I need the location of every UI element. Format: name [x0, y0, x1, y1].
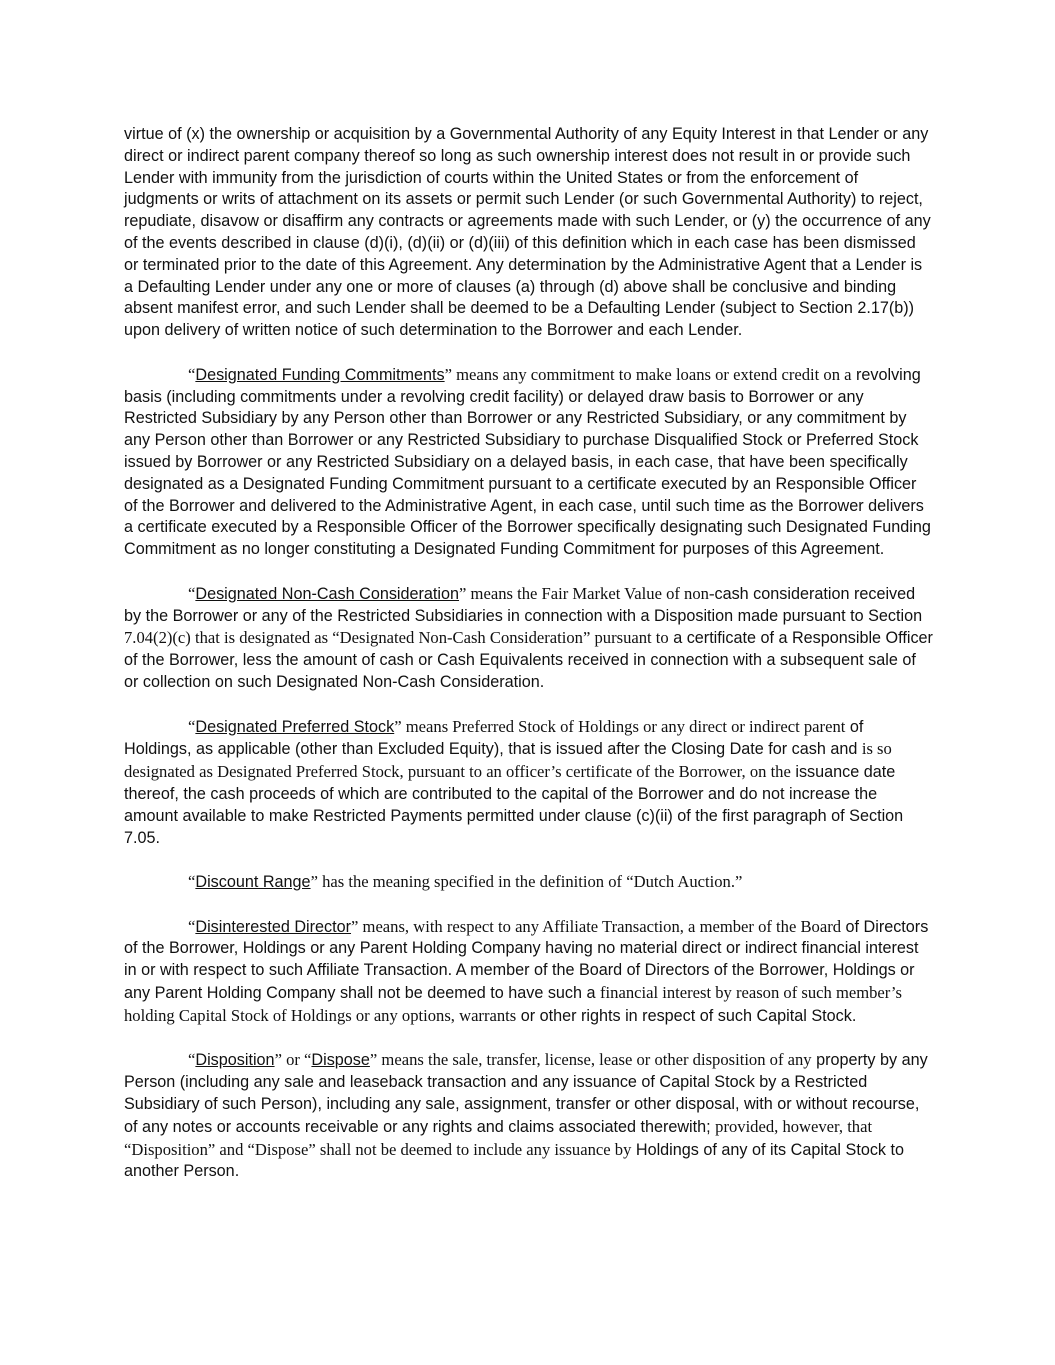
definition-lead: means Preferred Stock of Holdings or any direct or indirect parent	[401, 716, 846, 736]
defined-term: Disinterested Director	[195, 917, 352, 936]
definition-lead: means any commitment to make loans or extend credit on a	[451, 364, 852, 384]
definition-lead: has the meaning specified in the definition of “Dutch Auction.”	[317, 872, 743, 892]
definition-body-b: financial interest by reason of such member’s holding Capital Stock of Holdings or any options, warrants	[124, 983, 903, 1025]
definition-lead: means the Fair Market Value of non-	[466, 583, 715, 603]
close-quote: ”	[310, 872, 318, 892]
paragraph-text: virtue of (x) the ownership or acquisition by a Governmental Authority of any Equity Interest in that Lender or any direct or indirect parent company thereof so long as such ownership interest does not result in or provide such Lender with immunity from the jurisdiction of courts within the United States or from the enforcement of judgments or writs of attachment on its assets or permit such Lender (or such Governmental Authority) to reject, repudiate, disavow or disaffirm any contracts or agreements made with such Lender, or (y) the occurrence of any of the events described in clause (d)(i), (d)(ii) or (d)(iii) of this definition which in each case has been dismissed or terminated prior to the date of this Agreement. Any determination by the Administrative Agent that a Lender is a Defaulting Lender under any one or more of clauses (a) through (d) above shall be conclusive and binding absent manifest error, and such Lender shall be deemed to be a Defaulting Lender (subject to Section 2.17(b)) upon delivery of written notice of such determination to the Borrower and each Lender.	[124, 125, 931, 340]
open-quote: “	[188, 1050, 196, 1070]
defined-term-2: Dispose	[311, 1051, 370, 1070]
definition-body-b: is so designated as Designated Preferred Stock, pursuant to an officer’s certificate of the Borrower, on the	[124, 739, 892, 782]
open-quote: “	[188, 583, 196, 603]
close-quote: ”	[459, 583, 467, 603]
definition-body-c: issuance date thereof, the cash proceeds of which are contributed to the capital of the Borrower and do not increase the amount available to make Restricted Payments permitted under clause (c)(ii) of the first paragraph of Section 7.05.	[124, 763, 904, 847]
definition-designated-preferred-stock	[124, 716, 934, 850]
defined-term: Designated Non-Cash Consideration	[195, 584, 460, 603]
definition-discount-range	[124, 871, 934, 894]
definition-body: revolving basis (including commitments under a revolving credit facility) or delayed draw basis to Borrower or any Restricted Subsidiary by any Person other than Borrower or any Restricted Subsidiary, or any commitment by any Person other than Borrower or any Restricted Subsidiary to purchase Disqualified Stock or Preferred Stock issued by Borrower or any Restricted Subsidiary on a delayed basis, in each case, that have been specifically designated as a Designated Funding Commitment pursuant to a certificate executed by an Responsible Officer of the Borrower and delivered to the Administrative Agent, in each case, until such time as the Borrower delivers a certificate executed by a Responsible Officer of the Borrower specifically designating such Designated Funding Commitment as no longer constituting a Designated Funding Commitment for purposes of this Agreement.	[124, 365, 931, 559]
definition-body-a: property by any Person (including any sale and leaseback transaction and any issuance of Capital Stock by a Restricted Subsidiary of such Person), including any sale, assignment, transfer or other disposal, with or without recourse, of any notes or accounts receivable or any rights and claims associated therewith;	[124, 1051, 928, 1136]
definition-lead: means the sale, transfer, license, lease or other disposition of any	[377, 1050, 812, 1070]
defined-term: Disposition	[195, 1051, 275, 1070]
close-quote: ”	[394, 716, 402, 736]
defined-term: Discount Range	[195, 873, 311, 892]
open-quote: “	[188, 872, 196, 892]
definition-body-b: provided, however, that “Disposition” and “Dispose” shall not be deemed to include any issuance by	[124, 1116, 873, 1159]
defined-term: Designated Funding Commitments	[195, 365, 445, 384]
definition-body-a: of Holdings, as applicable (other than Excluded Equity), that is issued after the Closing Date for cash and	[124, 717, 864, 759]
definition-disposition	[124, 1049, 934, 1183]
paragraph-defaulting-lender-continuation	[124, 124, 934, 342]
close-quote: ”	[351, 916, 359, 936]
definition-disinterested-director	[124, 916, 934, 1028]
definition-body-a: cash consideration received by the Borrower or any of the Restricted Subsidiaries in connection with a Disposition made pursuant to Section	[124, 584, 923, 625]
close-quote: ”	[444, 364, 452, 384]
mid-quote: ” or “	[274, 1050, 312, 1070]
definition-lead: means, with respect to any Affiliate Transaction, a member of the Board	[358, 916, 842, 936]
open-quote: “	[188, 716, 196, 736]
defined-term: Designated Preferred Stock	[195, 717, 395, 736]
document-page	[124, 124, 934, 1205]
definition-designated-funding-commitments	[124, 364, 934, 561]
definition-body-c: a certificate of a Responsible Officer of the Borrower, less the amount of cash or Cash Equivalents received in connection with a subsequent sale of or collection on such Designated Non-Cash Consideration.	[124, 629, 933, 691]
close-quote: ”	[369, 1050, 378, 1070]
open-quote: “	[188, 916, 196, 936]
definition-designated-non-cash-consideration	[124, 583, 934, 694]
definition-body-c: or other rights in respect of such Capital Stock.	[516, 1006, 857, 1025]
open-quote: “	[188, 364, 196, 384]
definition-body-b: 7.04(2)(c) that is designated as “Designated Non-Cash Consideration” pursuant to	[124, 628, 669, 648]
definition-body-c: Holdings of any of its Capital Stock to another Person.	[124, 1140, 905, 1181]
definition-body-a: of Directors of the Borrower, Holdings or any Parent Holding Company having no material direct or indirect financial interest in or with respect to such Affiliate Transaction. A member of the Board of Directors of the Borrower, Holdings or any Parent Holding Company shall not be deemed to have such a	[124, 917, 929, 1003]
